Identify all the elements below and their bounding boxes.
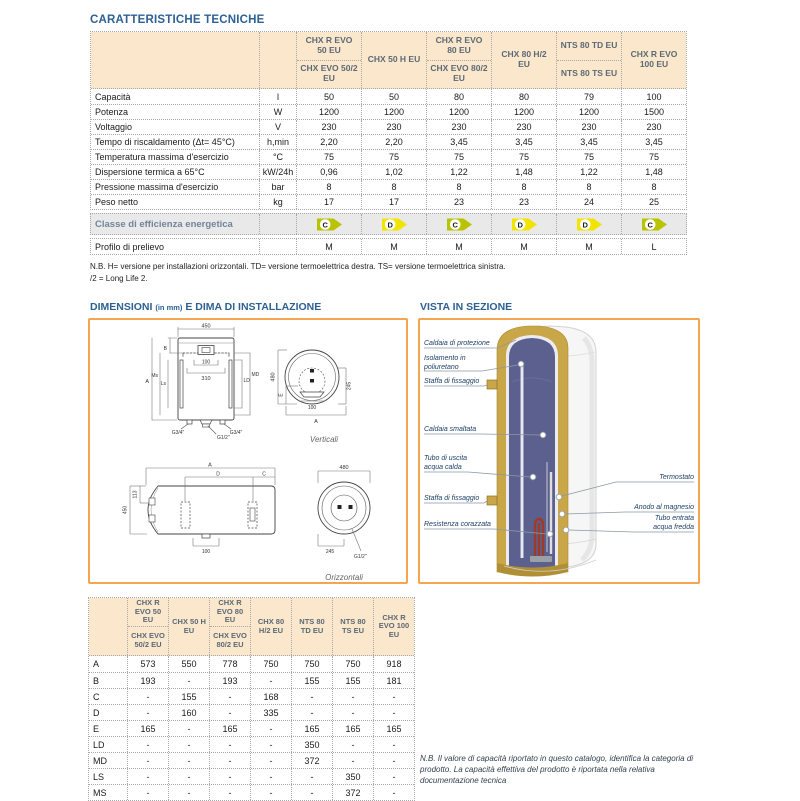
dim-value: - <box>250 785 291 800</box>
label-isolamento-2: poliuretano <box>424 364 459 371</box>
spec-label: Tempo di riscaldamento (Δt= 45°C) <box>95 137 235 147</box>
dimensions-title-rest: E DIMA DI INSTALLAZIONE <box>185 301 322 313</box>
label-tubo-uscita-1: Tubo di uscita <box>424 455 468 462</box>
dim-value: 350 <box>291 737 332 752</box>
energy-arrow-icon <box>446 217 473 232</box>
dim-value: - <box>127 737 168 752</box>
dim-value: - <box>168 721 209 736</box>
energy-arrow-icon <box>641 217 668 232</box>
spec-value: 100 <box>621 89 686 104</box>
label-tubo-entrata-2: acqua fredda <box>653 524 694 531</box>
dim-value: - <box>250 721 291 736</box>
dim-label: LD <box>93 739 105 750</box>
spec-value: 8 <box>426 180 491 194</box>
dim-value: - <box>332 753 373 768</box>
label-staffa-1: Staffa di fissaggio <box>424 378 480 385</box>
dim-vertical-g34-left: G3/4" <box>171 430 185 436</box>
spec-value: 24 <box>556 195 621 209</box>
svg-text:C: C <box>321 219 328 229</box>
spec-unit: l <box>259 89 296 104</box>
tech-specs-table <box>90 31 687 210</box>
spec-value: 1200 <box>426 105 491 119</box>
dim-value: 372 <box>332 785 373 800</box>
spec-value: 23 <box>426 195 491 209</box>
dim-row <box>89 688 414 704</box>
dim-value: - <box>291 769 332 784</box>
dim-label: A <box>93 659 100 669</box>
dim-value: - <box>168 785 209 800</box>
dim-value: 165 <box>291 721 332 736</box>
dim-value: 750 <box>332 656 373 672</box>
label-resistenza: Resistenza corazzata <box>424 521 491 528</box>
spec-unit: kg <box>259 195 296 209</box>
spec-value: 50 <box>296 89 361 104</box>
spec-value: 75 <box>556 150 621 164</box>
spec-value: 17 <box>361 195 426 209</box>
energy-arrow-icon <box>316 217 343 232</box>
product-column-header <box>250 598 291 655</box>
water-heater-cutaway <box>487 326 596 577</box>
dimensions-table <box>88 597 415 801</box>
dim-value: - <box>291 785 332 800</box>
spec-value: 1200 <box>296 105 361 119</box>
spec-label: Temperatura massima d'esercizio <box>95 152 229 162</box>
spec-row <box>91 164 686 179</box>
dim-value: 165 <box>373 721 414 736</box>
footnotes <box>90 261 687 284</box>
dimensions-title-main: DIMENSIONI <box>90 301 153 313</box>
spec-row <box>91 134 686 149</box>
spec-value: 75 <box>491 150 556 164</box>
dim-label: MS <box>93 787 107 798</box>
product-model: CHX 50 H EU <box>172 616 206 635</box>
spec-label: Potenza <box>95 107 129 117</box>
svg-text:D: D <box>386 219 393 229</box>
horizontal-tank-outline <box>148 486 275 534</box>
spec-value: 1,02 <box>361 165 426 179</box>
energy-arrow-icon <box>381 217 408 232</box>
spec-value: 2,20 <box>361 135 426 149</box>
dim-value: - <box>168 769 209 784</box>
label-isolamento-1: Isolamento in <box>424 355 466 362</box>
dim-horizontal-side-245: 245 <box>325 549 335 555</box>
energy-arrow-icon <box>511 217 538 232</box>
dim-value: 335 <box>250 705 291 720</box>
dim-value: 750 <box>291 656 332 672</box>
profile-label: Profilo di prelievo <box>95 241 165 252</box>
spec-unit: W <box>259 105 296 119</box>
load-profile-row <box>90 238 687 255</box>
dim-value: - <box>168 737 209 752</box>
dim-row <box>89 720 414 736</box>
spec-value: 1200 <box>556 105 621 119</box>
dim-value: - <box>250 753 291 768</box>
spec-value: 1,48 <box>491 165 556 179</box>
spec-value: 17 <box>296 195 361 209</box>
product-model: CHX EVO 80/2 EU <box>213 631 247 649</box>
product-model: CHX EVO 80/2 EU <box>430 63 488 84</box>
dim-label: LS <box>93 771 105 782</box>
dim-value: - <box>209 689 250 704</box>
spec-unit: bar <box>259 180 296 194</box>
dim-row <box>89 736 414 752</box>
spec-value: 75 <box>296 150 361 164</box>
spec-label: Peso netto <box>95 197 139 207</box>
energy-class-row <box>90 213 687 235</box>
dim-label: MD <box>93 755 107 766</box>
product-model: NTS 80 TS EU <box>560 68 618 79</box>
dim-horizontal-c: C <box>262 471 266 478</box>
dim-value: 193 <box>127 673 168 688</box>
dim-value: 155 <box>332 673 373 688</box>
spec-unit: °C <box>259 150 296 164</box>
energy-arrow-icon <box>576 217 603 232</box>
energy-class-badge <box>621 214 686 234</box>
dim-vertical-ld: LD <box>243 378 250 384</box>
spec-value: 75 <box>361 150 426 164</box>
dim-vertical-100: 100 <box>201 359 211 366</box>
spec-label: Pressione massima d'esercizio <box>95 182 219 192</box>
dim-value: 155 <box>168 689 209 704</box>
dim-row <box>89 768 414 784</box>
dimensions-table-body <box>89 656 414 800</box>
profile-value: M <box>361 239 426 254</box>
product-column-header <box>209 598 250 655</box>
product-column-header <box>361 32 426 88</box>
spec-value: 23 <box>491 195 556 209</box>
dim-value: - <box>209 769 250 784</box>
dim-value: 350 <box>332 769 373 784</box>
label-tubo-uscita-2: acqua calda <box>424 464 462 471</box>
dimensions-title-unit: (in mm) <box>155 303 183 312</box>
dim-value: - <box>373 705 414 720</box>
product-model: CHX R EVO 100 EU <box>378 612 410 639</box>
dim-value: - <box>127 753 168 768</box>
dim-value: 165 <box>209 721 250 736</box>
profile-value: M <box>426 239 491 254</box>
horizontal-caption: Orizzontali <box>325 573 363 582</box>
spec-value: 3,45 <box>556 135 621 149</box>
spec-value: 3,45 <box>426 135 491 149</box>
spec-value: 2,20 <box>296 135 361 149</box>
spec-label: Dispersione termica a 65°C <box>95 167 205 177</box>
dim-value: - <box>250 769 291 784</box>
vertical-caption: Verticali <box>309 435 339 444</box>
dim-vertical-g12: G1/2" <box>217 435 230 441</box>
svg-text:D: D <box>516 219 523 229</box>
dim-value: - <box>209 737 250 752</box>
energy-empty-cell <box>259 214 296 234</box>
spec-value: 230 <box>491 120 556 134</box>
header-empty-cell <box>91 32 259 88</box>
spec-value: 8 <box>621 180 686 194</box>
product-column-header <box>168 598 209 655</box>
spec-value: 3,45 <box>621 135 686 149</box>
profile-value: M <box>556 239 621 254</box>
dim-value: - <box>127 705 168 720</box>
dim-value: 750 <box>250 656 291 672</box>
dim-value: - <box>250 673 291 688</box>
spec-unit: kW/24h <box>259 165 296 179</box>
label-caldaia-protezione: Caldaia di protezione <box>424 340 490 347</box>
dim-value: 372 <box>291 753 332 768</box>
dim-row <box>89 704 414 720</box>
spec-value: 75 <box>621 150 686 164</box>
capacity-note: N.B. Il valore di capacità riportato in questo catalogo, identifica la categoria di prodotto. La capacità effettiva del prodotto è riportata nella relativa documentazione tecnica <box>420 754 694 786</box>
dim-value: - <box>168 673 209 688</box>
dim-vertical-b: B <box>163 346 167 352</box>
dim-vertical-side-245: 245 <box>346 381 353 391</box>
dim-row <box>89 784 414 800</box>
spec-value: 79 <box>556 89 621 104</box>
dim-vertical-side-100: 100 <box>307 405 317 411</box>
spec-value: 230 <box>426 120 491 134</box>
product-model: CHX R EVO 50 EU <box>128 598 168 627</box>
product-column-header <box>556 32 621 88</box>
spec-unit: h,min <box>259 135 296 149</box>
dim-value: 918 <box>373 656 414 672</box>
spec-value: 3,45 <box>491 135 556 149</box>
dim-value: 165 <box>127 721 168 736</box>
spec-row <box>91 119 686 134</box>
dimensions-title <box>90 301 321 313</box>
spec-value: 230 <box>296 120 361 134</box>
spec-value: 8 <box>491 180 556 194</box>
dim-vertical-side-a: A <box>314 419 318 425</box>
dim-value: - <box>291 705 332 720</box>
note-versions: N.B. H= versione per installazioni orizzontali. TD= versione termoelettrica destra. TS= versione termoelettrica sinistra. <box>90 262 506 271</box>
dim-value: 165 <box>332 721 373 736</box>
energy-class-badge <box>296 214 361 234</box>
spec-value: 8 <box>556 180 621 194</box>
bracket-bottom <box>487 496 497 505</box>
spec-value: 1500 <box>621 105 686 119</box>
spec-row <box>91 104 686 119</box>
dim-vertical-ls: Ls <box>160 381 166 387</box>
spec-value: 50 <box>361 89 426 104</box>
product-model: CHX 80 H/2 EU <box>257 616 285 635</box>
dim-horizontal-g12: G1/2" <box>354 554 367 560</box>
dim-value: - <box>332 689 373 704</box>
dim-value: - <box>127 769 168 784</box>
product-model: CHX R EVO 50 EU <box>297 32 361 61</box>
note-longlife: /2 = Long Life 2. <box>90 273 148 283</box>
profile-empty-cell <box>259 239 296 254</box>
energy-class-badge <box>556 214 621 234</box>
header-empty-cell <box>259 32 296 88</box>
dim-value: 160 <box>168 705 209 720</box>
dim-value: 168 <box>250 689 291 704</box>
section-view-box <box>418 318 700 584</box>
dim-horizontal-d: D <box>216 471 220 478</box>
dim-row <box>89 752 414 768</box>
spec-value: 1,22 <box>426 165 491 179</box>
product-model: CHX R EVO 80 EU <box>210 598 250 627</box>
dim-label: D <box>93 707 100 718</box>
dim-value: - <box>373 785 414 800</box>
dim-horizontal-a: A <box>208 462 212 469</box>
svg-text:C: C <box>451 219 458 229</box>
profile-value: L <box>621 239 686 254</box>
dim-value: 193 <box>209 673 250 688</box>
dim-horizontal-side-480: 480 <box>339 465 349 471</box>
dim-value: - <box>373 689 414 704</box>
product-column-header <box>127 598 168 655</box>
dim-value: - <box>373 769 414 784</box>
spec-value: 230 <box>361 120 426 134</box>
svg-text:C: C <box>646 219 653 229</box>
dim-value: - <box>250 737 291 752</box>
label-caldaia-smaltata: Caldaia smaltata <box>424 426 477 433</box>
dim-vertical-a: A <box>145 379 149 385</box>
profile-value: M <box>296 239 361 254</box>
product-model: NTS 80 TD EU <box>299 616 325 635</box>
energy-class-badge <box>426 214 491 234</box>
spec-row <box>91 179 686 194</box>
product-column-header <box>332 598 373 655</box>
svg-text:D: D <box>581 219 588 229</box>
dim-horizontal-113: 113 <box>132 490 139 499</box>
tech-specs-title: CARATTERISTICHE TECNICHE <box>90 14 265 26</box>
dim-vertical-md: MD <box>251 372 260 378</box>
spec-row <box>91 89 686 104</box>
product-column-header <box>621 32 686 88</box>
product-model: NTS 80 TS EU <box>340 616 366 635</box>
dim-horizontal-450: 450 <box>122 505 129 515</box>
spec-value: 25 <box>621 195 686 209</box>
dimensions-table-header <box>89 598 414 656</box>
energy-class-badge <box>361 214 426 234</box>
dim-value: - <box>127 785 168 800</box>
dim-value: 573 <box>127 656 168 672</box>
dim-vertical-side-e: E <box>278 393 285 397</box>
label-anodo: Anodo al magnesio <box>634 504 694 511</box>
dim-row <box>89 672 414 688</box>
spec-value: 230 <box>621 120 686 134</box>
energy-class-badge <box>491 214 556 234</box>
spec-value: 75 <box>426 150 491 164</box>
product-model: CHX 50 H EU <box>367 54 421 65</box>
spec-value: 1200 <box>491 105 556 119</box>
spec-unit: V <box>259 120 296 134</box>
spec-value: 230 <box>556 120 621 134</box>
spec-value: 8 <box>361 180 426 194</box>
dim-value: - <box>209 705 250 720</box>
product-column-header <box>491 32 556 88</box>
spec-value: 1200 <box>361 105 426 119</box>
section-view-title: VISTA IN SEZIONE <box>420 301 513 313</box>
product-model: CHX 80 H/2 EU <box>501 49 547 69</box>
label-termostato: Termostato <box>659 474 694 481</box>
dim-vertical-450: 450 <box>201 323 211 330</box>
dim-row <box>89 656 414 672</box>
dim-value: - <box>291 689 332 704</box>
product-column-header <box>426 32 491 88</box>
dim-label: C <box>93 691 100 702</box>
header-empty-cell <box>89 598 127 655</box>
product-column-header <box>291 598 332 655</box>
spec-value: 80 <box>491 89 556 104</box>
dim-value: - <box>168 753 209 768</box>
dim-vertical-ms: Ms <box>151 373 158 379</box>
dim-value: - <box>373 737 414 752</box>
dim-horizontal-100: 100 <box>201 549 211 555</box>
dim-label: B <box>93 675 100 686</box>
label-staffa-2: Staffa di fissaggio <box>424 495 480 502</box>
dim-vertical-310: 310 <box>201 376 211 382</box>
dimension-drawings <box>90 320 406 582</box>
bracket-top <box>487 380 497 389</box>
spec-value: 1,22 <box>556 165 621 179</box>
dim-value: - <box>209 753 250 768</box>
section-view-drawing <box>420 320 698 582</box>
dim-value: - <box>127 689 168 704</box>
dim-value: - <box>332 737 373 752</box>
spec-value: 1,48 <box>621 165 686 179</box>
product-model: NTS 80 TD EU <box>557 32 621 61</box>
spec-value: 8 <box>296 180 361 194</box>
dim-vertical-g34-right: G3/4" <box>229 430 243 436</box>
dim-value: 155 <box>291 673 332 688</box>
energy-class-label: Classe di efficienza energetica <box>95 218 233 230</box>
spec-row <box>91 149 686 164</box>
profile-value: M <box>491 239 556 254</box>
spec-row <box>91 194 686 209</box>
dim-value: - <box>209 785 250 800</box>
label-tubo-entrata-1: Tubo entrata <box>654 515 694 522</box>
spec-label: Voltaggio <box>95 122 133 132</box>
dim-vertical-side-480: 480 <box>270 372 277 382</box>
dim-value: 181 <box>373 673 414 688</box>
product-column-header <box>373 598 414 655</box>
dim-label: E <box>93 723 100 734</box>
product-column-header <box>296 32 361 88</box>
dim-value: 550 <box>168 656 209 672</box>
spec-value: 0,96 <box>296 165 361 179</box>
dimensions-box <box>88 318 408 584</box>
spec-value: 80 <box>426 89 491 104</box>
product-model: CHX R EVO 100 EU <box>630 49 678 69</box>
product-model: CHX R EVO 80 EU <box>427 32 491 61</box>
dim-value: - <box>373 753 414 768</box>
dim-value: - <box>332 705 373 720</box>
product-model: CHX EVO 50/2 EU <box>131 631 165 649</box>
tech-specs-header <box>91 32 686 89</box>
tech-specs-section <box>90 14 687 284</box>
product-model: CHX EVO 50/2 EU <box>300 63 358 84</box>
spec-label: Capacità <box>95 91 131 102</box>
dim-value: 778 <box>209 656 250 672</box>
tech-specs-body <box>91 89 686 209</box>
